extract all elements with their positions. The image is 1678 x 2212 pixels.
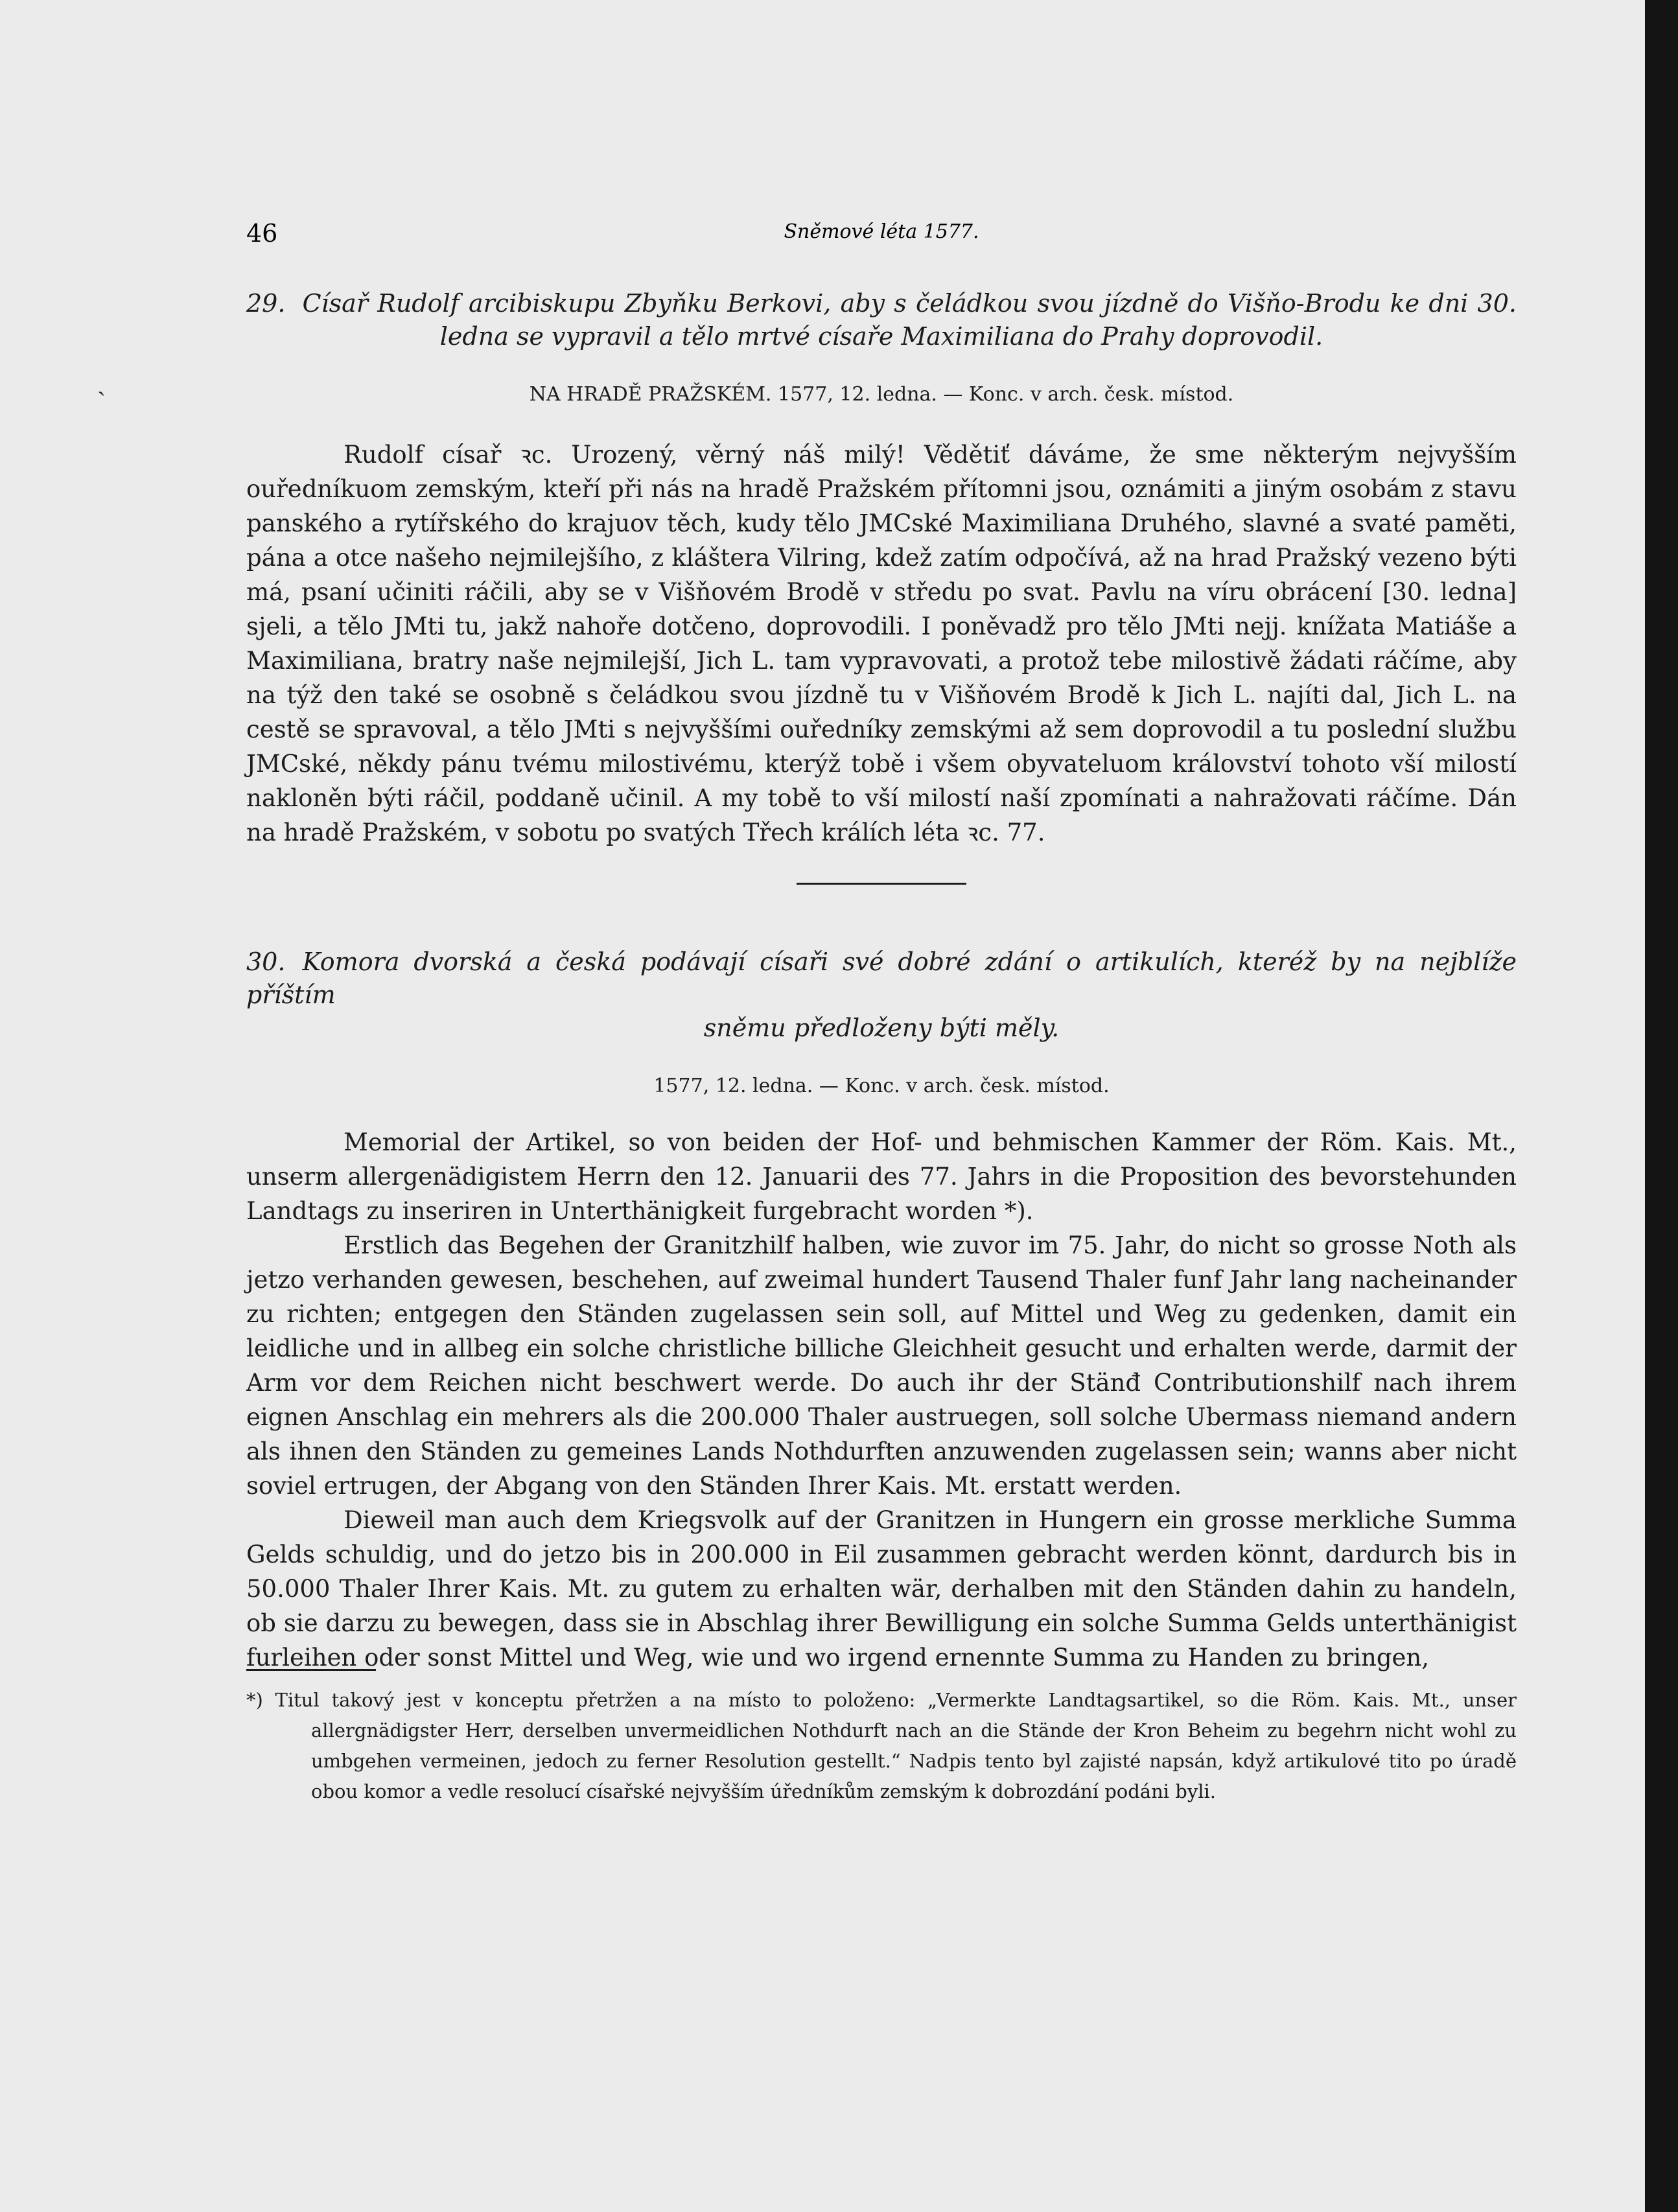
doc30-heading-line1: Komora dvorská a česká podávají císaři své dobré zdání o artikulích, kteréž by na nejblíže příštím: [246, 948, 1517, 1009]
running-title: Sněmové léta 1577.: [784, 220, 979, 243]
doc30-number: 30.: [246, 948, 286, 976]
doc30-heading: [246, 946, 1517, 1045]
margin-mark: ˏ: [97, 367, 106, 397]
doc30-paragraph: Dieweil man auch dem Kriegsvolk auf der Granitzen in Hungern ein grosse merkliche Summa Gelds schuldig, und do jetzo bis in 200.000 in Eil zusammen gebracht werden könnt, dardurch bis in 50.000 Thaler Ihrer Kais. Mt. zu gutem zu erhalten wär, derhalben mit den Ständen dahin zu handeln, ob sie darzu zu bewegen, dass sie in Abschlag ihrer Bewilligung ein solche Summa Gelds unterthänigist furleihen oder sonst Mittel und Weg, wie und wo irgend ernennte Summa zu Handen zu bringen,: [246, 1506, 1517, 1671]
doc29-number: 29.: [246, 289, 286, 318]
running-head: [246, 219, 1517, 251]
doc29-heading-line1: Císař Rudolf arcibiskupu Zbyňku Berkovi, aby s čeládkou svou jízdně do Višňo-Brodu ke dni 30.: [302, 289, 1517, 318]
document-29: [246, 287, 1517, 850]
section-separator: [246, 883, 1517, 885]
document-30: [246, 946, 1517, 1675]
footnote: *) Titul takový jest v konceptu přetržen a na místo to položeno: „Vermerkte Landtagsartikel, so die Röm. Kais. Mt., unser allergnädigster Herr, derselben unvermeidlichen Nothdurft nach an die Stände der Kron Beheim zu begehrn nicht wohl zu umbgehen vermeinen, jedoch zu ferner Resolution gestellt.“ Nadpis tento byl zajisté napsán, když artikulové tito po úradě obou komor a vedle resolucí císařské nejvyšším úředníkům zemským k dobrozdání podáni byli.: [246, 1689, 1517, 1802]
scan-border: [1645, 0, 1678, 2212]
doc30-heading-line2: sněmu předloženy býti měly.: [703, 1014, 1060, 1042]
footnote-rule: [246, 1669, 376, 1671]
page-number: 46: [246, 219, 278, 248]
doc30-dateline: 1577, 12. ledna. — Konc. v arch. česk. místod.: [653, 1075, 1110, 1097]
doc29-heading-line2: ledna se vypravil a tělo mrtvé císaře Maximiliana do Prahy doprovodil.: [439, 322, 1323, 351]
doc29-dateline: NA HRADĚ PRAŽSKÉM. 1577, 12. ledna. — Konc. v arch. česk. místod.: [529, 383, 1234, 406]
doc29-body: Rudolf císař ꝛc. Urozený, věrný náš milý! Vědětiť dáváme, že sme některým nejvyšším ouředníkuom zemským, kteří při nás na hradě Pražském přítomni jsou, oznámiti a jiným osobám z stavu panského a rytířského do krajuov těch, kudy tělo JMCské Maximiliana Druhého, slavné a svaté paměti, pána a otce našeho nejmilejšího, z kláštera Vilring, kdež zatím odpočívá, až na hrad Pražský vezeno býti má, psaní učiniti ráčili, aby se v Višňovém Brodě v středu po svat. Pavlu na víru obrácení [30. ledna] sjeli, a tělo JMti tu, jakž nahoře dotčeno, doprovodili. I poněvadž pro tělo JMti nejj. knížata Matiáše a Maximiliana, bratry naše nejmilejší, Jich L. tam vypravovati, a protož tebe milostivě žádati ráčíme, aby na týž den také se osobně s čeládkou svou jízdně tu v Višňovém Brodě k Jich L. najíti dal, Jich L. na cestě se spravoval, a tělo JMti s nejvyššími ouředníky zemskými až sem doprovodil a tu poslední službu JMCské, někdy pánu tvému milostivému, kterýž tobě i všem obyvateluom království tohoto vší milostí nakloněn býti ráčil, poddaně učinil. A my tobě to vší milostí naší zpomínati a nahražovati ráčíme. Dán na hradě Pražském, v sobotu po svatých Třech králích léta ꝛc. 77.: [246, 441, 1517, 846]
doc30-paragraph: Erstlich das Begehen der Granitzhilf halben, wie zuvor im 75. Jahr, do nicht so grosse Noth als jetzo verhanden gewesen, beschehen, auf zweimal hundert Tausend Thaler funf Jahr lang nacheinander zu richten; entgegen den Ständen zugelassen sein soll, auf Mittel und Weg zu gedenken, damit ein leidliche und in allbeg ein solche christliche billiche Gleichheit gesucht und erhalten werde, darmit der Arm vor dem Reichen nicht beschwert werde. Do auch ihr der Stänđ Contributionshilf nach ihrem eignen Anschlag ein mehrers als die 200.000 Thaler austruegen, soll solche Ubermass niemand andern als ihnen den Ständen zu gemeines Lands Nothdurften anzuwenden zugelassen sein; wanns aber nicht soviel ertrugen, der Abgang von den Ständen Ihrer Kais. Mt. erstatt werden.: [246, 1231, 1517, 1500]
doc29-heading: [246, 287, 1517, 353]
separator-rule: [797, 883, 966, 885]
doc30-paragraph: Memorial der Artikel, so von beiden der Hof- und behmischen Kammer der Röm. Kais. Mt., unserm allergenädigistem Herrn den 12. Januarii des 77. Jahrs in die Proposition des bevorstehunden Landtags zu inseriren in Unterthänigkeit furgebracht worden *).: [246, 1128, 1517, 1225]
footnote-area: [246, 1669, 1517, 1807]
